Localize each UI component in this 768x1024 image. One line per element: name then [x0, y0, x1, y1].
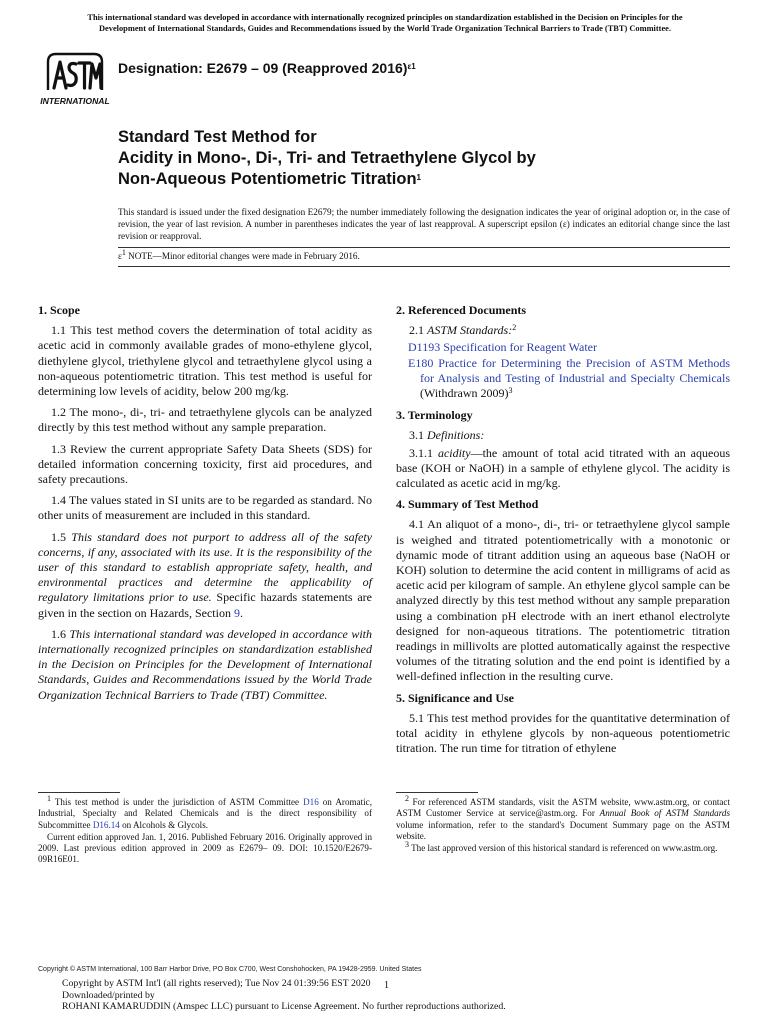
definition-term: acidity: [437, 445, 471, 460]
logo-wordmark: INTERNATIONAL: [40, 96, 110, 106]
scope-1-5-rest: Specific hazards statements are given in the section on Hazards, Section: [38, 590, 373, 620]
definitions-label: Definitions:: [427, 428, 485, 443]
footnote-3-mark: 3: [405, 840, 409, 850]
title-main: [118, 148, 738, 190]
d1193-title-link[interactable]: Specification for Reagent Water: [440, 340, 597, 355]
e180-title-link[interactable]: Practice for Determining the Precision of ASTM Methods for Analysis and Testing of Industrial and Specialty Chemicals: [420, 355, 730, 385]
designation: [118, 60, 416, 76]
editorial-epsilon: ε: [118, 251, 122, 261]
title-footnote-mark: 1: [416, 173, 421, 182]
scope-1-6-number: 1.6: [51, 626, 70, 641]
footnote-1-edition: Current edition approved Jan. 1, 2016. Published February 2016. Originally approved in 2009. Last previous edition approved in 2009 as E2679– 09. DOI: 10.1520/E2679-09R16E01.: [38, 831, 372, 865]
definition-acidity: [396, 446, 730, 492]
footnote-1-mark: 1: [47, 794, 51, 803]
footnote-1-text-b: on Aromatic, Industrial, Specialty and Related Chemicals and is the direct responsibility of Subcommittee: [38, 797, 372, 830]
footnotes-right: [396, 794, 730, 855]
definitions-number: 3.1: [409, 428, 427, 443]
d1193-link[interactable]: D1193: [408, 340, 441, 355]
footnote-rule-right: [396, 792, 478, 793]
significance-heading: 5. Significance and Use: [396, 690, 515, 705]
astm-logo-icon: [38, 50, 112, 108]
footnote-2-text-a: For referenced ASTM standards, visit the ASTM website, www.astm.org, or contact ASTM Customer Service at service@astm.org. For: [396, 797, 730, 819]
terminology-heading: 3. Terminology: [396, 408, 473, 423]
summary-heading: 4. Summary of Test Method: [396, 497, 539, 512]
scope-1-6: [38, 627, 372, 703]
section-9-link[interactable]: 9: [233, 605, 240, 620]
editorial-sup: 1: [121, 248, 126, 257]
download-line-1: Copyright by ASTM Int'l (all rights reserved); Tue Nov 24 01:39:56 EST 2020: [62, 978, 371, 989]
tbt-notice-line-2: Development of International Standards, Guides and Recommendations issued by the World Trade Organization Technical Barriers to Trade (TBT) Committee.: [99, 24, 671, 33]
divider-top: [118, 247, 730, 248]
designation-reapproval: – 09 (Reapproved 2016): [247, 60, 408, 76]
referenced-documents-heading: 2. Referenced Documents: [396, 303, 527, 317]
scope-1-5-italic: This standard does not purport to address all of the safety concerns, if any, associated with its use. It is the responsibility of the user of this standard to establish appropriate safety, health, and environmental practices and determine the applicability of regulatory limitations prior to use.: [38, 529, 372, 605]
footnote-1-text-a: This test method is under the jurisdiction of ASTM Committee: [51, 797, 304, 807]
footnote-rule-left: [38, 792, 120, 793]
tbt-notice-line-1: This international standard was developed in accordance with internationally recognized principles on standardization established in the Decision on Principles for the: [87, 13, 683, 22]
astm-standards-label: ASTM Standards:: [427, 323, 513, 338]
scope-1-3: 1.3 Review the current appropriate Safety Data Sheets (SDS) for detailed information concerning toxicity, first aid procedures, and safety precautions.: [38, 441, 372, 487]
scope-1-5-end: .: [239, 605, 243, 620]
scope-1-4: 1.4 The values stated in SI units are to be regarded as standard. No other units of measurement are included in this standard.: [38, 493, 372, 523]
footnote-3: [396, 840, 730, 854]
download-line-3: ROHANI KAMARUDDIN (Amspec LLC) pursuant to License Agreement. No further reproductions authorized.: [62, 1001, 506, 1013]
tbt-notice: [40, 12, 730, 34]
definitions-subheading: [396, 428, 730, 443]
download-line-2: Downloaded/printed by: [62, 989, 155, 1001]
right-column: [396, 303, 730, 762]
definition-text: —the amount of total acid titrated with an aqueous base (KOH or NaOH) in a sample of ethylene glycol. The acidity is calculated as acetic acid in mg/kg.: [396, 445, 730, 491]
scope-1-1: 1.1 This test method covers the determination of total acidity as acetic acid in commonly available grades of mono-ethylene glycol, diethylene glycol, triethylene glycol and tetraethylene glycol using a non-aqueous potentiometric titration. This test method is useful for determining low levels of acidity, below 200 mg/kg.: [38, 323, 372, 399]
designation-note: This standard is issued under the fixed designation E2679; the number immediately following the designation indicates the year of original adoption or, in the case of revision, the year of last revision. A number in parentheses indicates the year of last reapproval. A superscript epsilon (ε) indicates an editorial change since the last revision or reapproval.: [118, 207, 730, 242]
copyright-line: Copyright © ASTM International, 100 Barr Harbor Drive, PO Box C700, West Conshohocken, PA 19428-2959. United States: [38, 966, 422, 973]
footnote-2-text-b: volume information, refer to the standard's Document Summary page on the ASTM website.: [396, 819, 730, 841]
reference-e180: [396, 356, 730, 402]
astm-standards-subheading: [396, 323, 730, 338]
definition-number: 3.1.1: [409, 445, 438, 460]
designation-number: Designation: E2679: [118, 60, 248, 76]
footnote-2-italic: Annual Book of ASTM Standards: [599, 808, 730, 819]
page-number: 1: [384, 980, 389, 991]
scope-1-5-number: 1.5: [51, 529, 72, 544]
footnote-1: [38, 794, 372, 831]
scope-1-6-italic: This international standard was developed in accordance with internationally recognized principles on standardization established in the Decision on Principles for the Development of International Standards, Guides and Recommendations issued by the World Trade Organization Technical Barriers to Trade (TBT) Committee.: [38, 626, 373, 702]
footnote-2: [396, 794, 730, 842]
document-title: [118, 127, 738, 190]
download-stamp: [62, 978, 682, 1013]
scope-1-2: 1.2 The mono-, di-, tri- and tetraethylene glycols can be analyzed directly by this test method without any sample preparation.: [38, 405, 372, 435]
significance-5-1: 5.1 This test method provides for the quantitative determination of total acidity in ethylene glycols by non-aqueous potentiometric titration. The run time for titration of ethylene: [396, 710, 730, 756]
designation-epsilon: ε1: [407, 62, 416, 71]
footnote-3-text: The last approved version of this historical standard is referenced on www.astm.org.: [409, 843, 718, 854]
scope-1-5: [38, 530, 372, 621]
left-column: [38, 303, 372, 709]
title-line-1: Acidity in Mono-, Di-, Tri- and Tetraethylene Glycol by: [118, 149, 536, 167]
e180-sup: 3: [508, 386, 513, 396]
subcommittee-d16-14-link[interactable]: D16.14: [92, 819, 120, 830]
summary-4-1: 4.1 An aliquot of a mono-, di-, tri- or tetraethylene glycol sample is weighed and titrated potentiometrically with a monotonic or dynamic mode of titrant addition using an aqueous base (NaOH or KOH) solution to determine the acid content in milligrams of acid as acetic acid per kilogram of sample. An ethylene glycol sample can be analyzed directly by this test method without any sample preparation using a combination pH electrode with an inert ethanol electrolyte designed for non-aqueous titrations. The potentiometric titration readings in millivolts are plotted automatically against the respective volumes of the titrating solution and the end point is identified by a well-defined inflection in the resulting curve.: [396, 517, 730, 684]
astm-standards-sup: 2: [512, 323, 517, 333]
e180-link[interactable]: E180: [408, 355, 434, 370]
astm-standards-number: 2.1: [409, 323, 427, 338]
title-prefix: Standard Test Method for: [118, 128, 317, 146]
reference-d1193: [396, 340, 730, 355]
footnote-1-text-c: on Alcohols & Glycols.: [119, 819, 209, 830]
committee-d16-link[interactable]: D16: [303, 797, 319, 807]
footnote-2-mark: 2: [405, 794, 409, 803]
title-line-2: Non-Aqueous Potentiometric Titration: [118, 170, 417, 188]
e180-withdrawn: (Withdrawn 2009): [420, 386, 509, 401]
editorial-note: [118, 250, 730, 262]
divider-bottom: [118, 266, 730, 267]
editorial-text: NOTE—Minor editorial changes were made in February 2016.: [125, 251, 360, 261]
scope-heading: 1. Scope: [38, 303, 80, 317]
footnotes-left: [38, 794, 372, 867]
